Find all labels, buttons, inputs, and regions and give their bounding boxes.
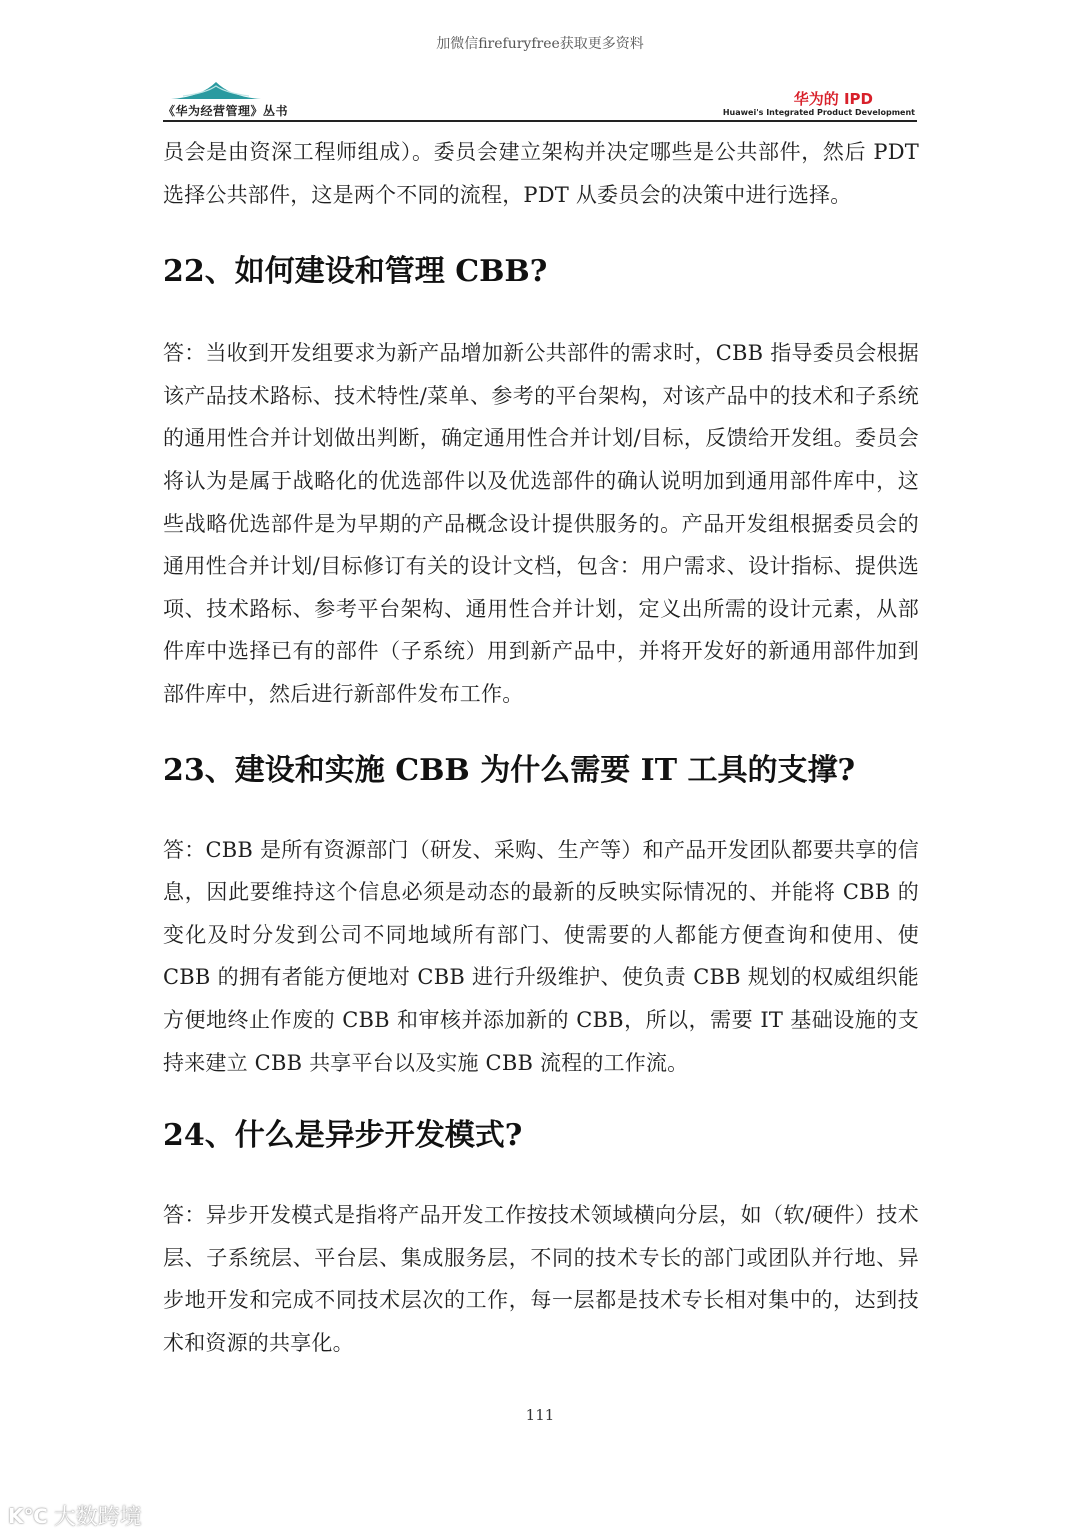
- section-heading-22: 22、如何建设和管理 CBB?: [163, 254, 548, 290]
- page-header: [163, 78, 917, 123]
- section-body-24: 答：异步开发模式是指将产品开发工作按技术领域横向分层，如（软/硬件）技术层、子系统层、平台层、集成服务层，不同的技术专长的部门或团队并行地、异步地开发和完成不同技术层次的工作，每一层都是技术专长相对集中的，达到技术和资源的共享化。: [163, 1203, 919, 1355]
- watermark-logo-icon: K℃: [8, 1503, 48, 1528]
- ipd-title: 华为的 IPD: [793, 90, 873, 108]
- top-note: 加微信firefuryfree获取更多资料: [436, 36, 644, 52]
- section-heading-24: 24、什么是异步开发模式?: [163, 1118, 523, 1154]
- watermark: [8, 1500, 142, 1531]
- ipd-subtitle: Huawei's Integrated Product Development: [722, 108, 915, 117]
- section-body-22: 答：当收到开发组要求为新产品增加新公共部件的需求时，CBB 指导委员会根据该产品技术路标、技术特性/菜单、参考的平台架构，对该产品中的技术和子系统的通用性合并计划做出判断，确定通用性合并计划/目标，反馈给开发组。委员会将认为是属于战略化的优选部件以及优选部件的确认说明加到通用部件库中，这些战略优选部件是为早期的产品概念设计提供服务的。产品开发组根据委员会的通用性合并计划/目标修订有关的设计文档，包含：用户需求、设计指标、提供选项、技术路标、参考平台架构、通用性合并计划，定义出所需的设计元素，从部件库中选择已有的部件（子系统）用到新产品中，并将开发好的新通用部件加到部件库中，然后进行新部件发布工作。: [163, 341, 919, 706]
- header-divider: [163, 120, 917, 122]
- page-content: [163, 131, 919, 1364]
- intro-paragraph: 员会是由资深工程师组成）。委员会建立架构并决定哪些是公共部件，然后 PDT 选择公共部件，这是两个不同的流程，PDT 从委员会的决策中进行选择。: [163, 140, 919, 207]
- watermark-text: 大数跨境: [53, 1505, 142, 1530]
- series-title: 《华为经营管理》丛书: [163, 104, 289, 118]
- section-body-23: 答：CBB 是所有资源部门（研发、采购、生产等）和产品开发团队都要共享的信息，因此要维持这个信息必须是动态的最新的反映实际情况的、并能将 CBB 的变化及时分发到公司不同地域所有部门、使需要的人都能方便查询和使用、使 CBB 的拥有者能方便地对 CBB 进行升级维护、使负责 CBB 规划的权威组织能方便地终止作废的 CBB 和审核并添加新的 CBB，所以，需要 IT 基础设施的支持来建立 CBB 共享平台以及实施 CBB 流程的工作流。: [163, 837, 919, 1075]
- section-heading-23: 23、建设和实施 CBB 为什么需要 IT 工具的支撑?: [163, 752, 856, 788]
- mountain-logo-icon: [171, 80, 261, 100]
- page-number: 111: [525, 1406, 555, 1424]
